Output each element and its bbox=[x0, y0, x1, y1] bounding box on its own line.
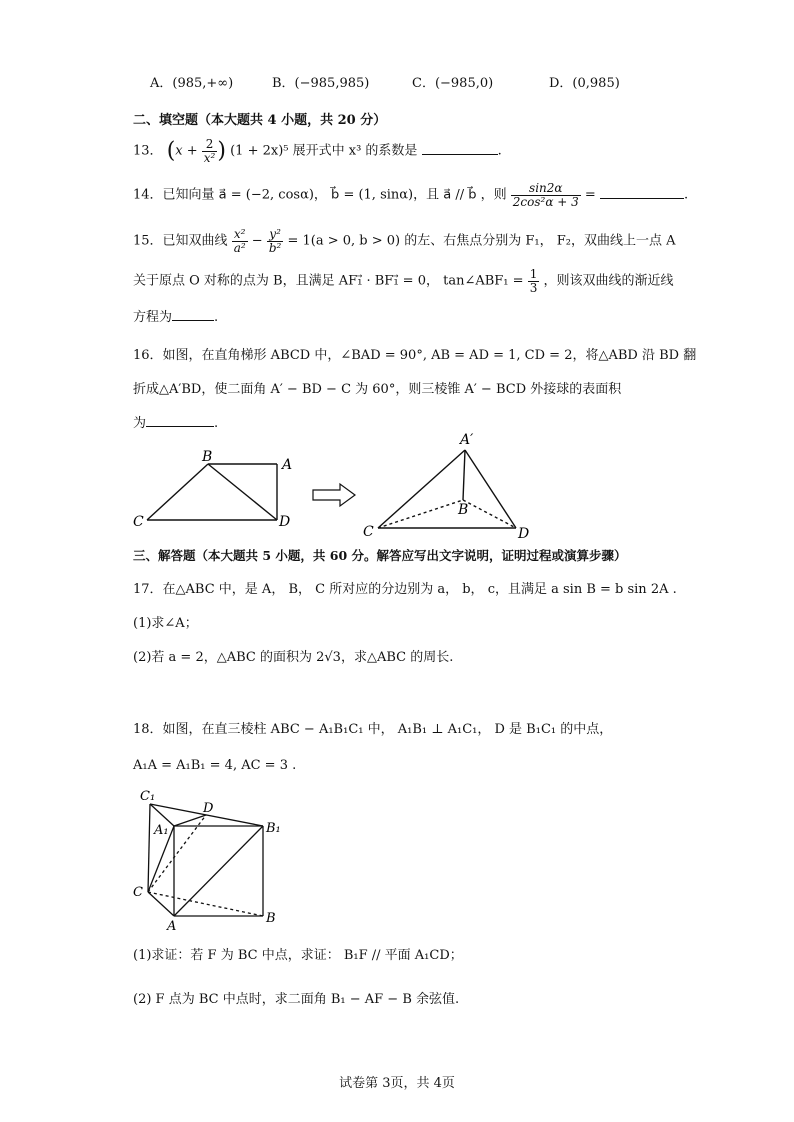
fold-arrow-icon bbox=[313, 484, 355, 506]
q16-line2: 折成△A′BD，使二面角 A′ − BD − C 为 60°，则三棱锥 A′ − BCD 外接球的表面积 bbox=[133, 382, 622, 397]
label-C-left: C bbox=[133, 514, 144, 530]
q16-line3: 为 . bbox=[133, 416, 219, 431]
label-B-right: B bbox=[458, 502, 469, 518]
option-a: A．(985,+∞) bbox=[150, 76, 234, 91]
label-B1: B₁ bbox=[266, 821, 281, 836]
option-b: B．(−985,985) bbox=[272, 76, 370, 91]
q13-blank[interactable] bbox=[422, 144, 498, 155]
q13: 13． (x + $\frac{2}{\text{x²}}$ ) (1 + 2x)⁵ 展开式中 x³ 的系数是 . bbox=[133, 137, 502, 165]
q14-frac: $\frac{\sin 2\alpha}{\text{2cos²α + 3}}$ bbox=[512, 181, 579, 209]
trapezoid-figure bbox=[147, 464, 277, 520]
label-A1: A₁ bbox=[154, 823, 169, 838]
q18-part2: (2) F 点为 BC 中点时，求二面角 B₁ − AF − B 余弦值. bbox=[133, 992, 460, 1007]
q17-part2: (2)若 a = 2，△ABC 的面积为 2√3，求△ABC 的周长. bbox=[133, 650, 454, 665]
q18-line2: A₁A = A₁B₁ = 4, AC = 3 . bbox=[133, 758, 297, 773]
q13-frac: $\frac{2}{\text{x²}}$ bbox=[203, 137, 216, 165]
label-A-prism: A bbox=[167, 919, 177, 934]
q15-line2: 关于原点 O 对称的点为 B，且满足 AF₁⃗ · BF₁⃗ = 0， tan∠ABF₁ = $\frac{1}{3}$ ，则该双曲线的渐近线 bbox=[133, 267, 674, 295]
q14: 14．已知向量 a⃗ = (−2, cosα)， b⃗ = (1, sinα)，且 a⃗ // b⃗ ，则 $\frac{\sin 2\alpha}{\text{2cos²α + 3}}$ = . bbox=[133, 181, 689, 209]
label-B-prism: B bbox=[266, 911, 276, 926]
pyramid-figure bbox=[378, 450, 516, 528]
q17-part1: (1)求∠A； bbox=[133, 616, 198, 631]
q13-pre: x + bbox=[175, 143, 198, 159]
q14-blank[interactable] bbox=[600, 188, 684, 199]
page-footer: 试卷第 3页，共 4页 bbox=[339, 1076, 455, 1091]
label-C-prism: C bbox=[133, 885, 143, 900]
q13-post: (1 + 2x)⁵ 展开式中 x³ 的系数是 bbox=[230, 143, 418, 159]
section3-title: 三、解答题（本大题共 5 小题，共 60 分。解答应写出文字说明，证明过程或演算步骤） bbox=[133, 548, 627, 563]
label-A-left: A bbox=[282, 457, 293, 473]
prism-figure bbox=[148, 804, 263, 916]
label-D-right: D bbox=[518, 526, 530, 542]
q14-text: 14．已知向量 a⃗ = (−2, cosα)， b⃗ = (1, sinα)，且 a⃗ // b⃗ ，则 bbox=[133, 187, 507, 203]
option-d: D．(0,985) bbox=[549, 76, 620, 91]
q17-line1: 17．在△ABC 中，是 A， B， C 所对应的分边别为 a， b， c，且满足 a sin B = b sin 2A . bbox=[133, 582, 677, 597]
q16-blank[interactable] bbox=[146, 416, 214, 427]
label-C1: C₁ bbox=[140, 789, 156, 804]
section2-title: 二、填空题（本大题共 4 小题，共 20 分） bbox=[133, 113, 387, 128]
q15-line1: 15．已知双曲线 $\frac{\text{x²}}{\text{a²}}$ − $\frac{\text{y²}}{\text{b²}}$ = 1(a > 0, b > 0) 的左、右焦点分别为 F₁， F₂，双曲线上一点 A bbox=[133, 227, 676, 255]
q18-line1: 18．如图，在直三棱柱 ABC − A₁B₁C₁ 中， A₁B₁ ⊥ A₁C₁， D 是 B₁C₁ 的中点， bbox=[133, 722, 613, 737]
label-C-right: C bbox=[363, 524, 374, 540]
q15-line3: 方程为 . bbox=[133, 310, 219, 325]
option-c: C．(−985,0) bbox=[412, 76, 494, 91]
q13-num: 13． bbox=[133, 143, 163, 159]
label-D-left: D bbox=[279, 514, 291, 530]
q18-part1: (1)求证：若 F 为 BC 中点，求证： B₁F // 平面 A₁CD； bbox=[133, 948, 463, 963]
figure-16 bbox=[130, 428, 550, 548]
q15-blank[interactable] bbox=[172, 310, 214, 321]
label-B-left: B bbox=[202, 449, 213, 465]
label-A-prime: A′ bbox=[460, 432, 474, 448]
figure-18 bbox=[130, 784, 290, 934]
q16-line1: 16．如图，在直角梯形 ABCD 中，∠BAD = 90°, AB = AD = 1, CD = 2，将△ABD 沿 BD 翻 bbox=[133, 348, 697, 363]
label-D-prism: D bbox=[203, 801, 214, 816]
